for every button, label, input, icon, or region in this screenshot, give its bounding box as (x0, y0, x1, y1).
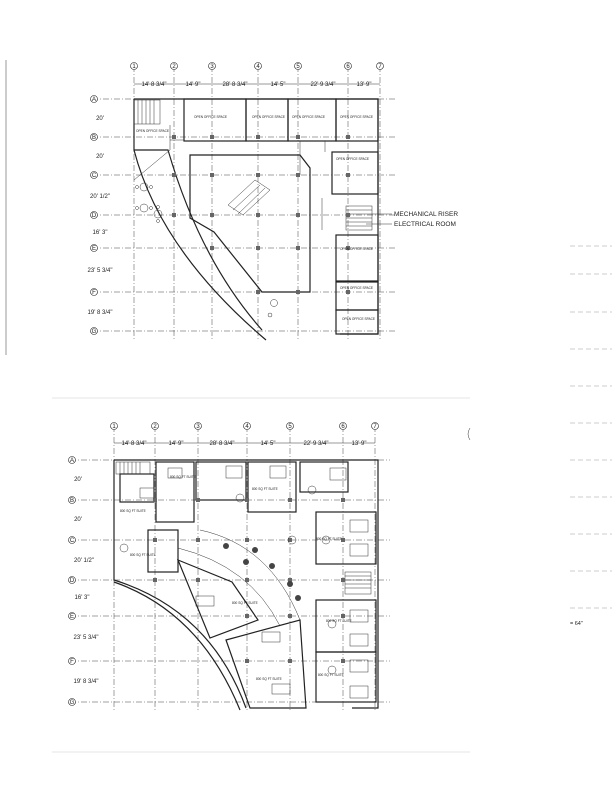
column-label: 1 (112, 424, 116, 430)
row-dimensions (74, 477, 99, 685)
column-markers (111, 423, 379, 431)
row-dimension: 23' 5 3/4" (87, 268, 113, 274)
row-dimension: 23' 5 3/4" (73, 635, 99, 641)
row-label: F (70, 659, 74, 665)
row-label: B (91, 135, 97, 141)
row-markers (91, 96, 98, 336)
suite-label: 800 SQ FT SUITE (120, 509, 146, 513)
suite-label: 800 SQ FT SUITE (326, 619, 352, 623)
suite-label: 800 SQ FT SUITE (232, 601, 258, 605)
grid-lines-vertical (114, 426, 375, 710)
room-tag: OPEN OFFICE SPACE (252, 115, 286, 119)
column-label: 2 (153, 424, 157, 430)
bay-dimension: 14' 5" (270, 82, 286, 88)
upper-floor-plan (88, 63, 459, 341)
room-tag: OPEN OFFICE SPACE (292, 115, 326, 119)
row-label: E (91, 246, 97, 252)
suite-label: 800 SQ FT SUITE (256, 677, 282, 681)
adjacent-sheet-ticks (570, 246, 612, 608)
bay-dimension: 14' 8 3/4" (141, 82, 167, 88)
bay-dimension: 22' 9 3/4" (310, 82, 336, 88)
row-label: E (69, 614, 75, 620)
suite-label: 800 SQ FT SUITE (318, 673, 344, 677)
electrical-room-label: ELECTRICAL ROOM (394, 221, 456, 228)
row-markers (69, 457, 76, 707)
row-dimension: 19' 8 3/4" (87, 310, 113, 316)
column-label: 5 (296, 64, 300, 70)
bay-dimension: 28' 8 3/4" (209, 441, 235, 447)
column-label: 6 (341, 424, 345, 430)
column-label: 4 (245, 424, 249, 430)
room-tags (136, 115, 375, 321)
row-dimension: 20' 1/2" (74, 558, 94, 564)
row-dimension: 20' 1/2" (90, 194, 110, 200)
grid-lines-vertical (134, 66, 380, 340)
row-label: A (91, 97, 97, 103)
room-tag: OPEN OFFICE SPACE (336, 157, 370, 161)
row-dimension: 16' 3" (74, 595, 90, 601)
row-dimension: 20' (96, 116, 104, 122)
edge-mark (468, 428, 470, 440)
room-tag: OPEN OFFICE SPACE (136, 129, 170, 133)
lower-floor-plan (69, 423, 391, 711)
mechanical-riser-label: MECHANICAL RISER (394, 211, 459, 218)
suite-label: 800 SQ FT SUITE (130, 553, 156, 557)
column-label: 6 (346, 64, 350, 70)
room-tag: OPEN OFFICE SPACE (340, 115, 374, 119)
row-label: A (69, 458, 75, 464)
row-dimension: 20' (96, 154, 104, 160)
bay-dimension: 28' 8 3/4" (222, 82, 248, 88)
row-label: C (91, 173, 97, 179)
row-label: C (69, 538, 75, 544)
room-tag: OPEN OFFICE SPACE (342, 317, 376, 321)
room-tag: OPEN OFFICE SPACE (340, 286, 374, 290)
column-label: 7 (378, 64, 382, 70)
row-dimension: 19' 8 3/4" (73, 679, 99, 685)
bay-dimensions (134, 82, 380, 88)
column-markers (131, 63, 384, 71)
row-label: G (69, 700, 75, 706)
structural-columns (172, 135, 350, 294)
column-label: 3 (210, 64, 214, 70)
row-dimension: 16' 3" (92, 230, 108, 236)
suite-furniture (120, 466, 368, 698)
bay-dimension: 22' 9 3/4" (303, 441, 329, 447)
column-label: 4 (256, 64, 260, 70)
row-label: B (69, 498, 75, 504)
column-label: 7 (373, 424, 377, 430)
suite-label: 800 SQ FT SUITE (170, 475, 196, 479)
room-tag: OPEN OFFICE SPACE (194, 115, 228, 119)
column-label: 5 (288, 424, 292, 430)
suite-label: 800 SQ FT SUITE (252, 487, 278, 491)
bay-dimension: 14' 9" (185, 82, 201, 88)
bay-dimension: 13' 9" (351, 441, 367, 447)
column-label: 3 (196, 424, 200, 430)
bay-dimension: 14' 9" (168, 441, 184, 447)
bay-dimension: 14' 5" (260, 441, 276, 447)
row-label: D (69, 578, 75, 584)
bay-dimension: 13' 9" (356, 82, 372, 88)
bay-dimensions (114, 441, 375, 447)
room-tag: OPEN OFFICE SPACE (340, 247, 374, 251)
row-label: F (92, 290, 96, 296)
lounge-seating (223, 543, 301, 601)
row-dimension: 20' (74, 477, 82, 483)
row-label: D (91, 213, 97, 219)
column-label: 2 (172, 64, 176, 70)
row-label: G (91, 329, 97, 335)
column-label: 1 (132, 64, 136, 70)
row-dimension: 20' (74, 517, 82, 523)
scale-note: = 64" (570, 621, 583, 627)
suite-label: 800 SQ FT SUITE (316, 537, 342, 541)
bay-dimension: 14' 8 3/4" (121, 441, 147, 447)
